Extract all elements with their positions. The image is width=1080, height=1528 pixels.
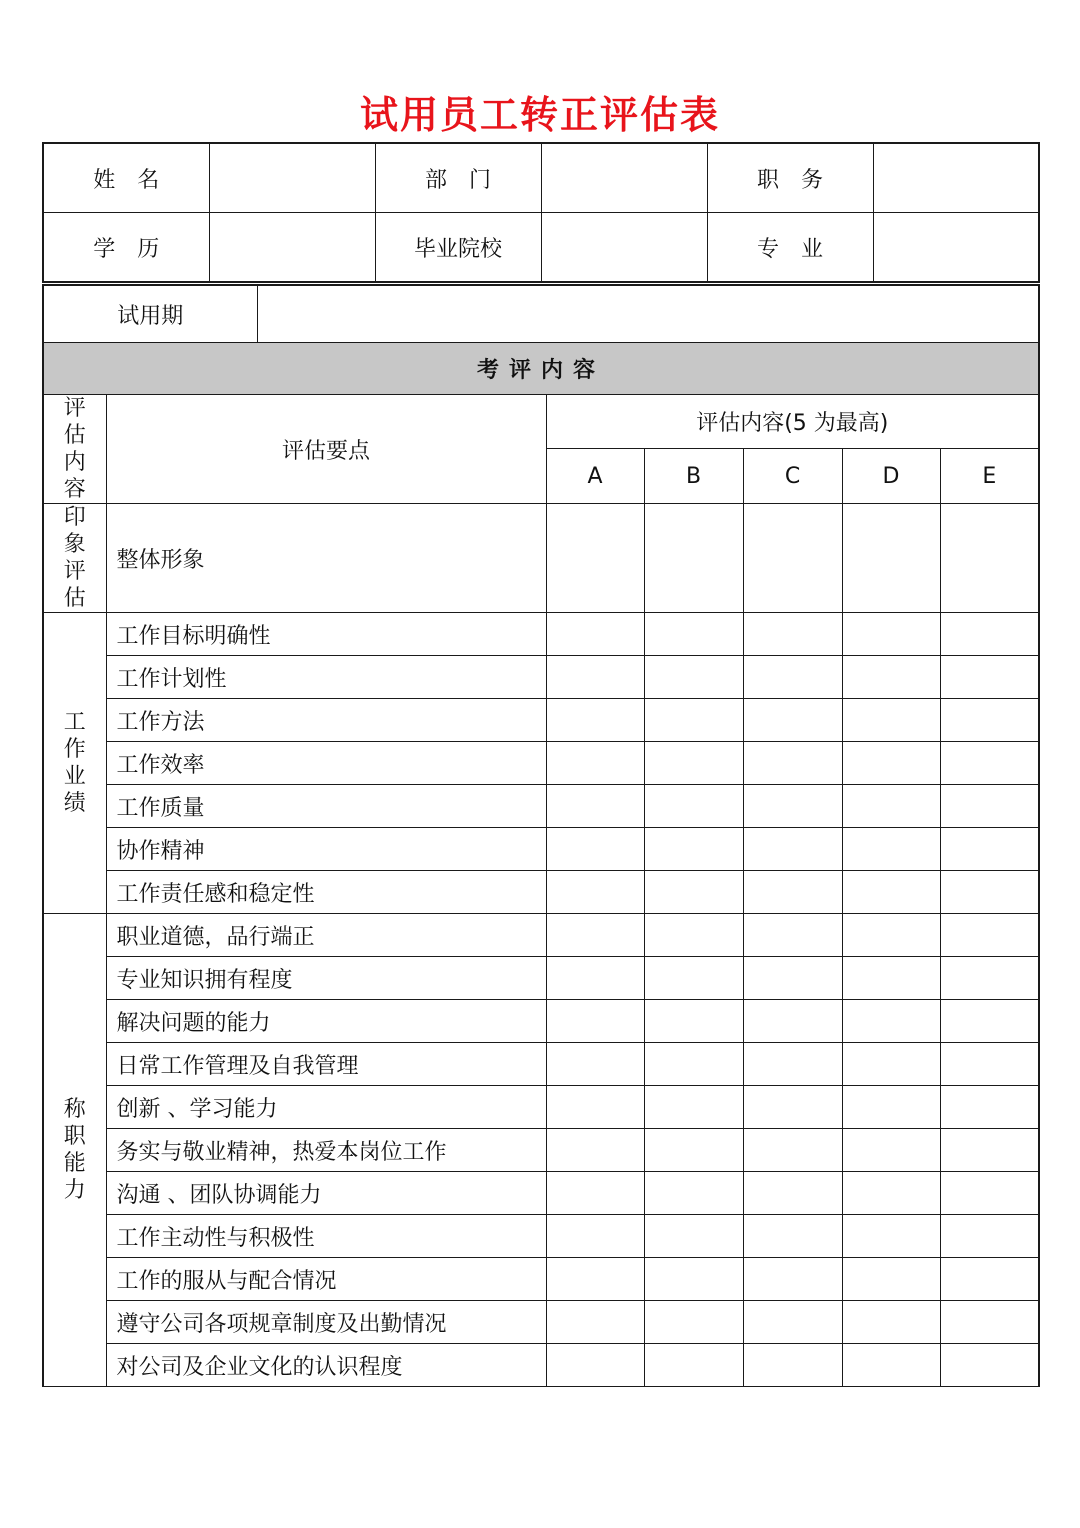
category-cell: 工 作 业 绩 xyxy=(43,613,106,914)
score-cell-d[interactable] xyxy=(842,1344,940,1387)
score-cell-a[interactable] xyxy=(546,1172,644,1215)
score-cell-d[interactable] xyxy=(842,504,940,613)
score-cell-a[interactable] xyxy=(546,1043,644,1086)
score-cell-e[interactable] xyxy=(940,1258,1039,1301)
position-label: 职 务 xyxy=(707,143,873,213)
score-cell-e[interactable] xyxy=(940,1000,1039,1043)
evaluation-point: 对公司及企业文化的认识程度 xyxy=(106,1344,546,1387)
table-row xyxy=(43,1215,1039,1258)
probation-label: 试用期 xyxy=(43,285,257,344)
table-row xyxy=(43,914,1039,957)
table-row xyxy=(43,1301,1039,1344)
evaluation-point: 整体形象 xyxy=(106,504,546,613)
evaluation-point: 工作责任感和稳定性 xyxy=(106,871,546,914)
score-cell-c[interactable] xyxy=(743,699,842,742)
score-cell-d[interactable] xyxy=(842,785,940,828)
score-cell-a[interactable] xyxy=(546,1301,644,1344)
score-cell-b[interactable] xyxy=(644,1215,743,1258)
education-label: 学 历 xyxy=(43,213,209,283)
evaluation-point: 日常工作管理及自我管理 xyxy=(106,1043,546,1086)
score-cell-c[interactable] xyxy=(743,1258,842,1301)
score-cell-c[interactable] xyxy=(743,1301,842,1344)
evaluation-table xyxy=(42,342,1040,1387)
major-field[interactable] xyxy=(873,213,1039,283)
score-cell-e[interactable] xyxy=(940,914,1039,957)
score-cell-e[interactable] xyxy=(940,1344,1039,1387)
evaluation-point: 务实与敬业精神，热爱本岗位工作 xyxy=(106,1129,546,1172)
score-cell-e[interactable] xyxy=(940,957,1039,1000)
table-row xyxy=(43,1086,1039,1129)
score-cell-c[interactable] xyxy=(743,613,842,656)
table-row xyxy=(43,1172,1039,1215)
score-cell-a[interactable] xyxy=(546,957,644,1000)
score-cell-c[interactable] xyxy=(743,957,842,1000)
score-cell-c[interactable] xyxy=(743,828,842,871)
score-cell-e[interactable] xyxy=(940,1172,1039,1215)
evaluation-point: 解决问题的能力 xyxy=(106,1000,546,1043)
score-cell-e[interactable] xyxy=(940,504,1039,613)
score-cell-b[interactable] xyxy=(644,1344,743,1387)
table-row xyxy=(43,613,1039,656)
score-cell-d[interactable] xyxy=(842,699,940,742)
probation-period-table xyxy=(42,284,1040,344)
score-cell-d[interactable] xyxy=(842,914,940,957)
score-cell-a[interactable] xyxy=(546,871,644,914)
score-cell-b[interactable] xyxy=(644,1129,743,1172)
evaluation-point: 沟通 、团队协调能力 xyxy=(106,1172,546,1215)
score-cell-a[interactable] xyxy=(546,1000,644,1043)
score-cell-b[interactable] xyxy=(644,742,743,785)
grade-header: C xyxy=(743,449,842,504)
score-cell-b[interactable] xyxy=(644,785,743,828)
school-field[interactable] xyxy=(541,213,707,283)
score-cell-e[interactable] xyxy=(940,613,1039,656)
score-cell-b[interactable] xyxy=(644,1172,743,1215)
table-row xyxy=(43,785,1039,828)
grade-header: B xyxy=(644,449,743,504)
score-cell-d[interactable] xyxy=(842,828,940,871)
score-cell-e[interactable] xyxy=(940,1043,1039,1086)
score-cell-d[interactable] xyxy=(842,656,940,699)
score-cell-a[interactable] xyxy=(546,613,644,656)
score-cell-c[interactable] xyxy=(743,871,842,914)
score-cell-e[interactable] xyxy=(940,742,1039,785)
dept-field[interactable] xyxy=(541,143,707,213)
evaluation-point: 工作的服从与配合情况 xyxy=(106,1258,546,1301)
score-cell-b[interactable] xyxy=(644,1000,743,1043)
score-cell-d[interactable] xyxy=(842,613,940,656)
grade-header: D xyxy=(842,449,940,504)
evaluation-point: 工作主动性与积极性 xyxy=(106,1215,546,1258)
score-cell-a[interactable] xyxy=(546,1086,644,1129)
school-label: 毕业院校 xyxy=(375,213,541,283)
form-title: 试用员工转正评估表 xyxy=(359,93,720,137)
score-cell-a[interactable] xyxy=(546,828,644,871)
category-cell: 印 象 评 估 xyxy=(43,504,106,613)
score-cell-c[interactable] xyxy=(743,1043,842,1086)
score-cell-d[interactable] xyxy=(842,1000,940,1043)
table-row xyxy=(43,742,1039,785)
name-label: 姓 名 xyxy=(43,143,209,213)
score-cell-c[interactable] xyxy=(743,1344,842,1387)
score-cell-a[interactable] xyxy=(546,1129,644,1172)
evaluation-point: 协作精神 xyxy=(106,828,546,871)
score-cell-d[interactable] xyxy=(842,1301,940,1344)
score-cell-b[interactable] xyxy=(644,914,743,957)
table-row xyxy=(43,828,1039,871)
table-row xyxy=(43,504,1039,613)
education-field[interactable] xyxy=(209,213,375,283)
evaluation-point: 工作计划性 xyxy=(106,656,546,699)
score-cell-b[interactable] xyxy=(644,828,743,871)
score-cell-b[interactable] xyxy=(644,957,743,1000)
major-label: 专 业 xyxy=(707,213,873,283)
score-cell-a[interactable] xyxy=(546,504,644,613)
score-cell-c[interactable] xyxy=(743,742,842,785)
score-cell-e[interactable] xyxy=(940,828,1039,871)
table-row xyxy=(43,656,1039,699)
section-title: 考评内容 xyxy=(43,343,1039,395)
grade-header: E xyxy=(940,449,1039,504)
probation-field[interactable] xyxy=(257,285,1039,344)
score-cell-e[interactable] xyxy=(940,871,1039,914)
score-cell-e[interactable] xyxy=(940,1301,1039,1344)
score-cell-a[interactable] xyxy=(546,656,644,699)
dept-label: 部 门 xyxy=(375,143,541,213)
evaluation-point: 工作方法 xyxy=(106,699,546,742)
grade-header: A xyxy=(546,449,644,504)
evaluation-point: 职业道德，品行端正 xyxy=(106,914,546,957)
score-cell-b[interactable] xyxy=(644,656,743,699)
table-row xyxy=(43,1344,1039,1387)
category-header: 评 估 内 容 xyxy=(43,395,106,504)
score-cell-b[interactable] xyxy=(644,699,743,742)
score-cell-d[interactable] xyxy=(842,1043,940,1086)
score-cell-b[interactable] xyxy=(644,613,743,656)
score-cell-a[interactable] xyxy=(546,742,644,785)
score-cell-c[interactable] xyxy=(743,914,842,957)
score-cell-b[interactable] xyxy=(644,1043,743,1086)
score-cell-b[interactable] xyxy=(644,1086,743,1129)
score-cell-c[interactable] xyxy=(743,785,842,828)
score-cell-c[interactable] xyxy=(743,1129,842,1172)
score-cell-a[interactable] xyxy=(546,914,644,957)
score-cell-d[interactable] xyxy=(842,1258,940,1301)
score-cell-d[interactable] xyxy=(842,871,940,914)
table-row xyxy=(43,699,1039,742)
score-cell-b[interactable] xyxy=(644,1301,743,1344)
score-cell-b[interactable] xyxy=(644,1258,743,1301)
name-field[interactable] xyxy=(209,143,375,213)
score-header: 评估内容(5 为最高) xyxy=(546,395,1039,449)
evaluation-point: 专业知识拥有程度 xyxy=(106,957,546,1000)
score-cell-a[interactable] xyxy=(546,699,644,742)
score-cell-d[interactable] xyxy=(842,957,940,1000)
employee-info-table xyxy=(42,142,1040,283)
score-cell-a[interactable] xyxy=(546,1344,644,1387)
score-cell-c[interactable] xyxy=(743,1215,842,1258)
table-row xyxy=(43,871,1039,914)
score-cell-a[interactable] xyxy=(546,1258,644,1301)
table-row xyxy=(43,1000,1039,1043)
score-cell-d[interactable] xyxy=(842,1172,940,1215)
score-cell-d[interactable] xyxy=(842,742,940,785)
table-row xyxy=(43,1129,1039,1172)
score-cell-e[interactable] xyxy=(940,785,1039,828)
score-cell-a[interactable] xyxy=(546,785,644,828)
score-cell-e[interactable] xyxy=(940,656,1039,699)
evaluation-point: 创新 、学习能力 xyxy=(106,1086,546,1129)
score-cell-c[interactable] xyxy=(743,504,842,613)
score-cell-d[interactable] xyxy=(842,1086,940,1129)
score-cell-d[interactable] xyxy=(842,1129,940,1172)
score-cell-e[interactable] xyxy=(940,1215,1039,1258)
score-cell-a[interactable] xyxy=(546,1215,644,1258)
evaluation-point: 遵守公司各项规章制度及出勤情况 xyxy=(106,1301,546,1344)
score-cell-e[interactable] xyxy=(940,1086,1039,1129)
score-cell-b[interactable] xyxy=(644,871,743,914)
position-field[interactable] xyxy=(873,143,1039,213)
score-cell-e[interactable] xyxy=(940,699,1039,742)
score-cell-c[interactable] xyxy=(743,1000,842,1043)
score-cell-e[interactable] xyxy=(940,1129,1039,1172)
score-cell-b[interactable] xyxy=(644,504,743,613)
points-header: 评估要点 xyxy=(106,395,546,504)
score-cell-c[interactable] xyxy=(743,656,842,699)
evaluation-point: 工作质量 xyxy=(106,785,546,828)
table-row xyxy=(43,1258,1039,1301)
table-row xyxy=(43,1043,1039,1086)
table-row xyxy=(43,957,1039,1000)
score-cell-d[interactable] xyxy=(842,1215,940,1258)
evaluation-point: 工作效率 xyxy=(106,742,546,785)
category-cell: 称 职 能 力 xyxy=(43,914,106,1387)
score-cell-c[interactable] xyxy=(743,1086,842,1129)
evaluation-point: 工作目标明确性 xyxy=(106,613,546,656)
score-cell-c[interactable] xyxy=(743,1172,842,1215)
